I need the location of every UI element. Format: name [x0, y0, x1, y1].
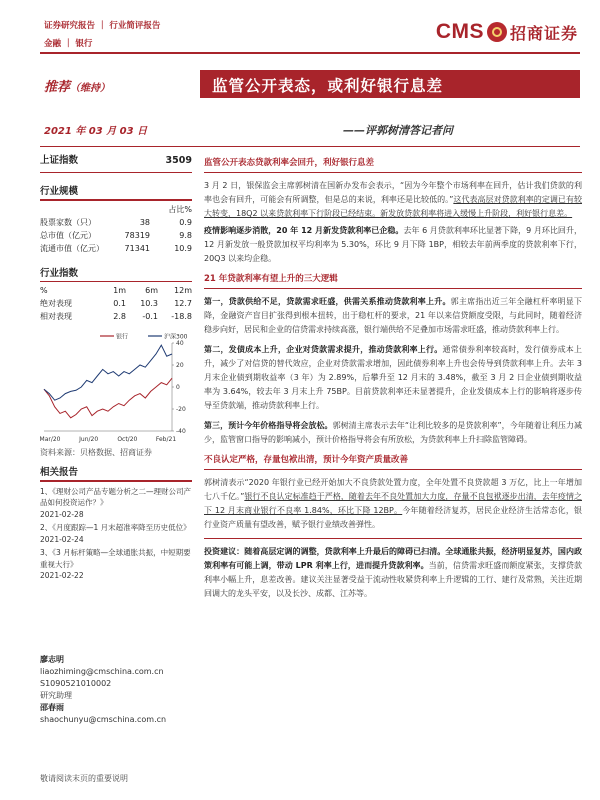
paragraph: [204, 419, 582, 447]
index-row-val: -0.1: [142, 312, 158, 321]
text: 第二，发债成本上升，企业对贷款需求提升，推动贷款利率上行。: [204, 345, 443, 354]
logo-cn-text: 招商证券: [509, 23, 578, 43]
index-row-name: 相对表现: [40, 312, 72, 321]
text: 银行不良认定标准趋于严格，随着去年不良处置加大力度，存量不良包袱逐步出清，去年疫情之下 12 月末商业银行不良率 1.84%，环比下降 12BP。: [204, 492, 582, 515]
related-report-text: 1、《理财公司产品专题分析之二—理财公司产品如何投资运作？》: [40, 486, 192, 507]
scale-row-name: 流通市值（亿元）: [40, 243, 104, 253]
paragraph: [204, 545, 582, 601]
chart-source: 资料来源：贝格数据、招商证券: [40, 448, 152, 457]
related-report-item[interactable]: [40, 486, 192, 521]
scale-row-name: 总市值（亿元）: [40, 230, 96, 240]
text: 疫情影响逐步消散，20 年 12 月新发贷款利率已企稳。: [204, 226, 404, 235]
index-row-val: 2.8: [113, 312, 126, 321]
logo: [436, 20, 578, 44]
paragraph: [204, 295, 582, 337]
assistant-email[interactable]: shaochunyu@cmschina.com.cn: [40, 714, 167, 724]
index-row-val: 10.3: [140, 299, 158, 308]
divider: [204, 288, 582, 289]
divider: [204, 469, 582, 470]
scale-row-name: 股票家数（只）: [40, 217, 96, 227]
text: 郭树清主席表示去年“让利比较多的是贷款利率”，今年随着让利压力减少，监管窗口指导的影响减小，预计价格指导将会有所放松，为贷款利率上升扫除监管障碍。: [204, 421, 582, 444]
index-col: 6m: [145, 286, 158, 295]
text: 这代表高层对贷款利率的定调已有较大转变，18Q2 以来贷款利率下行阶段已经结束。新发放贷款利率将进入缓慢上升阶段，利好银行息差。: [204, 195, 582, 218]
analyst-id: S1090521010002: [40, 678, 112, 688]
analyst-contact: [40, 654, 192, 726]
industry-index-label: 行业指数: [40, 267, 79, 279]
main-content: [204, 156, 582, 601]
related-report-item[interactable]: [40, 522, 192, 545]
text: 郭树清表示“2020 年银行业已经开始加大不良贷款处置力度，全年处置不良贷款超 3 万亿，比上一年增加七八千亿。”: [204, 478, 582, 501]
text: 第一，贷款供给不足，贷款需求旺盛，供需关系推动贷款利率上升。: [204, 297, 451, 306]
logo-cms-text: CMS: [435, 20, 484, 43]
index-label: 上证指数: [40, 155, 79, 166]
assistant-name: 邵春雨: [40, 702, 64, 712]
index-col: 1m: [113, 286, 126, 295]
related-report-date: 2021-02-24: [40, 534, 84, 544]
section-heading: 监管公开表态贷款利率会回升，利好银行息差: [204, 158, 375, 168]
rating: [44, 76, 110, 95]
rating-main: 推荐: [44, 80, 71, 95]
page-title: 监管公开表态，或利好银行息差: [212, 77, 444, 95]
paragraph: [204, 476, 582, 532]
y-tick-label: 40: [176, 340, 184, 347]
index-col: %: [40, 286, 48, 295]
scale-row-v1: 78319: [124, 230, 150, 240]
divider: [204, 172, 582, 173]
sector-label: 金融 ｜ 银行: [44, 39, 93, 49]
index-row-val: 12.7: [174, 299, 192, 308]
paragraph: [204, 224, 582, 266]
index-row-val: -18.8: [171, 312, 192, 321]
industry-scale-table: [40, 203, 192, 255]
scale-row-v1: 38: [139, 217, 150, 227]
title-divider: [40, 146, 580, 147]
assistant-role: 研究助理: [40, 690, 72, 700]
divider: [40, 281, 192, 283]
section-heading: 不良认定严格，存量包袱出清，预计今年资产质量改善: [204, 455, 409, 465]
y-tick-label: -20: [176, 406, 186, 413]
legend-label: 银行: [116, 333, 129, 341]
related-report-text: 2、《月度跟踪—1 月末超准率降至历史低位》: [40, 523, 191, 532]
left-column: [40, 154, 192, 726]
report-date: 2021 年 03 月 03 日: [44, 126, 148, 137]
y-tick-label: 0: [176, 384, 180, 391]
report-type: 证券研究报告 ｜ 行业简评报告: [44, 21, 161, 31]
scale-row-v2: 0.9: [179, 217, 192, 227]
index-row: [40, 154, 192, 170]
index-row-val: 0.1: [113, 299, 126, 308]
divider: [40, 199, 192, 201]
analyst-email[interactable]: liaozhiming@cmschina.com.cn: [40, 666, 164, 676]
divider: [204, 538, 582, 539]
text: 通常债券利率较高时，发行债券成本上升，减少了对信贷的替代效应，企业对贷款需求增加，因此债券利率上升也会传导到贷款利率上升。去年 3 月末企业债到期收益率（3 年）为 2.89%，后攀升至 12 月末的 3.48%，截至 3 月 2 日企业债到期收益率为 3.64%，较去年 3 月末上升 75BP。目前贷款利率还未显著提升，企业发债成本上行的影响将逐步传导至贷款端，推动贷款利率上行。: [204, 345, 583, 410]
x-tick-label: Jun/20: [79, 436, 99, 443]
scale-unit: 占比%: [168, 204, 192, 214]
related-reports-label: 相关报告: [40, 467, 79, 478]
paragraph: [204, 179, 582, 221]
related-report-date: 2021-02-28: [40, 509, 84, 519]
divider: [40, 172, 192, 173]
related-report-item[interactable]: [40, 547, 192, 582]
index-row-name: 绝对表现: [40, 299, 72, 308]
index-col: 12m: [174, 286, 192, 295]
logo-emblem-icon: [487, 22, 507, 42]
legend-label: 沪深300: [164, 333, 188, 341]
industry-index-table: [40, 284, 192, 323]
y-tick-label: -40: [176, 428, 186, 435]
series-line: [44, 378, 172, 418]
page-subtitle: ——评郭树清答记者问: [343, 124, 453, 137]
text: 第三，预计今年价格指导将会放松。: [204, 421, 333, 430]
header-divider: [40, 52, 580, 54]
text: 去年 6 月贷款利率环比显著下降，9 月环比回升，12 月新发放一般贷款加权平均利率为 5.30%，环比 9 月下降 1BP，相较去年前两季度的贷款利率下行，20Q3 以来均企稳。: [204, 226, 582, 263]
paragraph: [204, 343, 582, 413]
text: 投资建议：随着高层定调的调整，贷款利率上升最后的障碍已扫清。全球通胀共振，经济明显复苏，国内政策利率有可能上调，带动 LPR 利率上行，进而提升贷款利率。: [204, 547, 582, 570]
y-tick-label: 20: [176, 362, 184, 369]
industry-scale-label: 行业规模: [40, 186, 79, 197]
text: 当前，信贷需求旺盛而额度紧张，支撑贷款利率小幅上升，息差改善。建议关注显著受益于流动性收紧贷利率上升逻辑的工行、建行及常熟，关注近期回调大的龙头平安，以及长沙、成都、江苏等。: [204, 561, 582, 598]
x-tick-label: Mar/20: [40, 436, 61, 443]
index-chart: [40, 331, 192, 445]
text: 郭主席指出近三年全融杠杆率明显下降，金融资产盲目扩张得到根本扭转，出于稳杠杆的要求，21 年以来信贷额度受限，与此同时，随着经济稳步向好，居民和企业的信贷需求持续高涨，银行端供给不足叠加市场需求旺盛，推动贷款利率上行。: [204, 297, 583, 334]
series-line: [44, 345, 172, 400]
divider: [40, 480, 192, 482]
scale-row-v2: 10.9: [174, 243, 192, 253]
scale-row-v2: 9.8: [179, 230, 192, 240]
analyst-name: 廖志明: [40, 654, 64, 664]
index-value: 3509: [165, 155, 192, 166]
text: 今年随着经济复苏，居民企业经济生活常态化，银行业资产质量有望改善，赋予银行业绩改善弹性。: [204, 506, 582, 529]
rating-sub: （维持）: [70, 83, 111, 94]
x-tick-label: Oct/20: [117, 436, 138, 443]
scale-row-v1: 71341: [124, 243, 150, 253]
x-tick-label: Feb/21: [155, 436, 177, 443]
related-report-date: 2021-02-22: [40, 571, 84, 580]
section-heading: 21 年贷款利率有望上升的三大逻辑: [204, 274, 338, 284]
text: 3 月 2 日，银保监会主席郭树清在国新办发布会表示，“因为今年整个市场利率在回升，估计我们贷款的利率也会有回升，可能会有所调整，但是总的来说，利率还是比较低的。”: [204, 181, 582, 204]
related-report-text: 3、《3 月标杆策略—全球通胀共振，中短期要重视大行》: [40, 548, 191, 569]
footer-note: 敬请阅读末页的重要说明: [40, 774, 128, 783]
